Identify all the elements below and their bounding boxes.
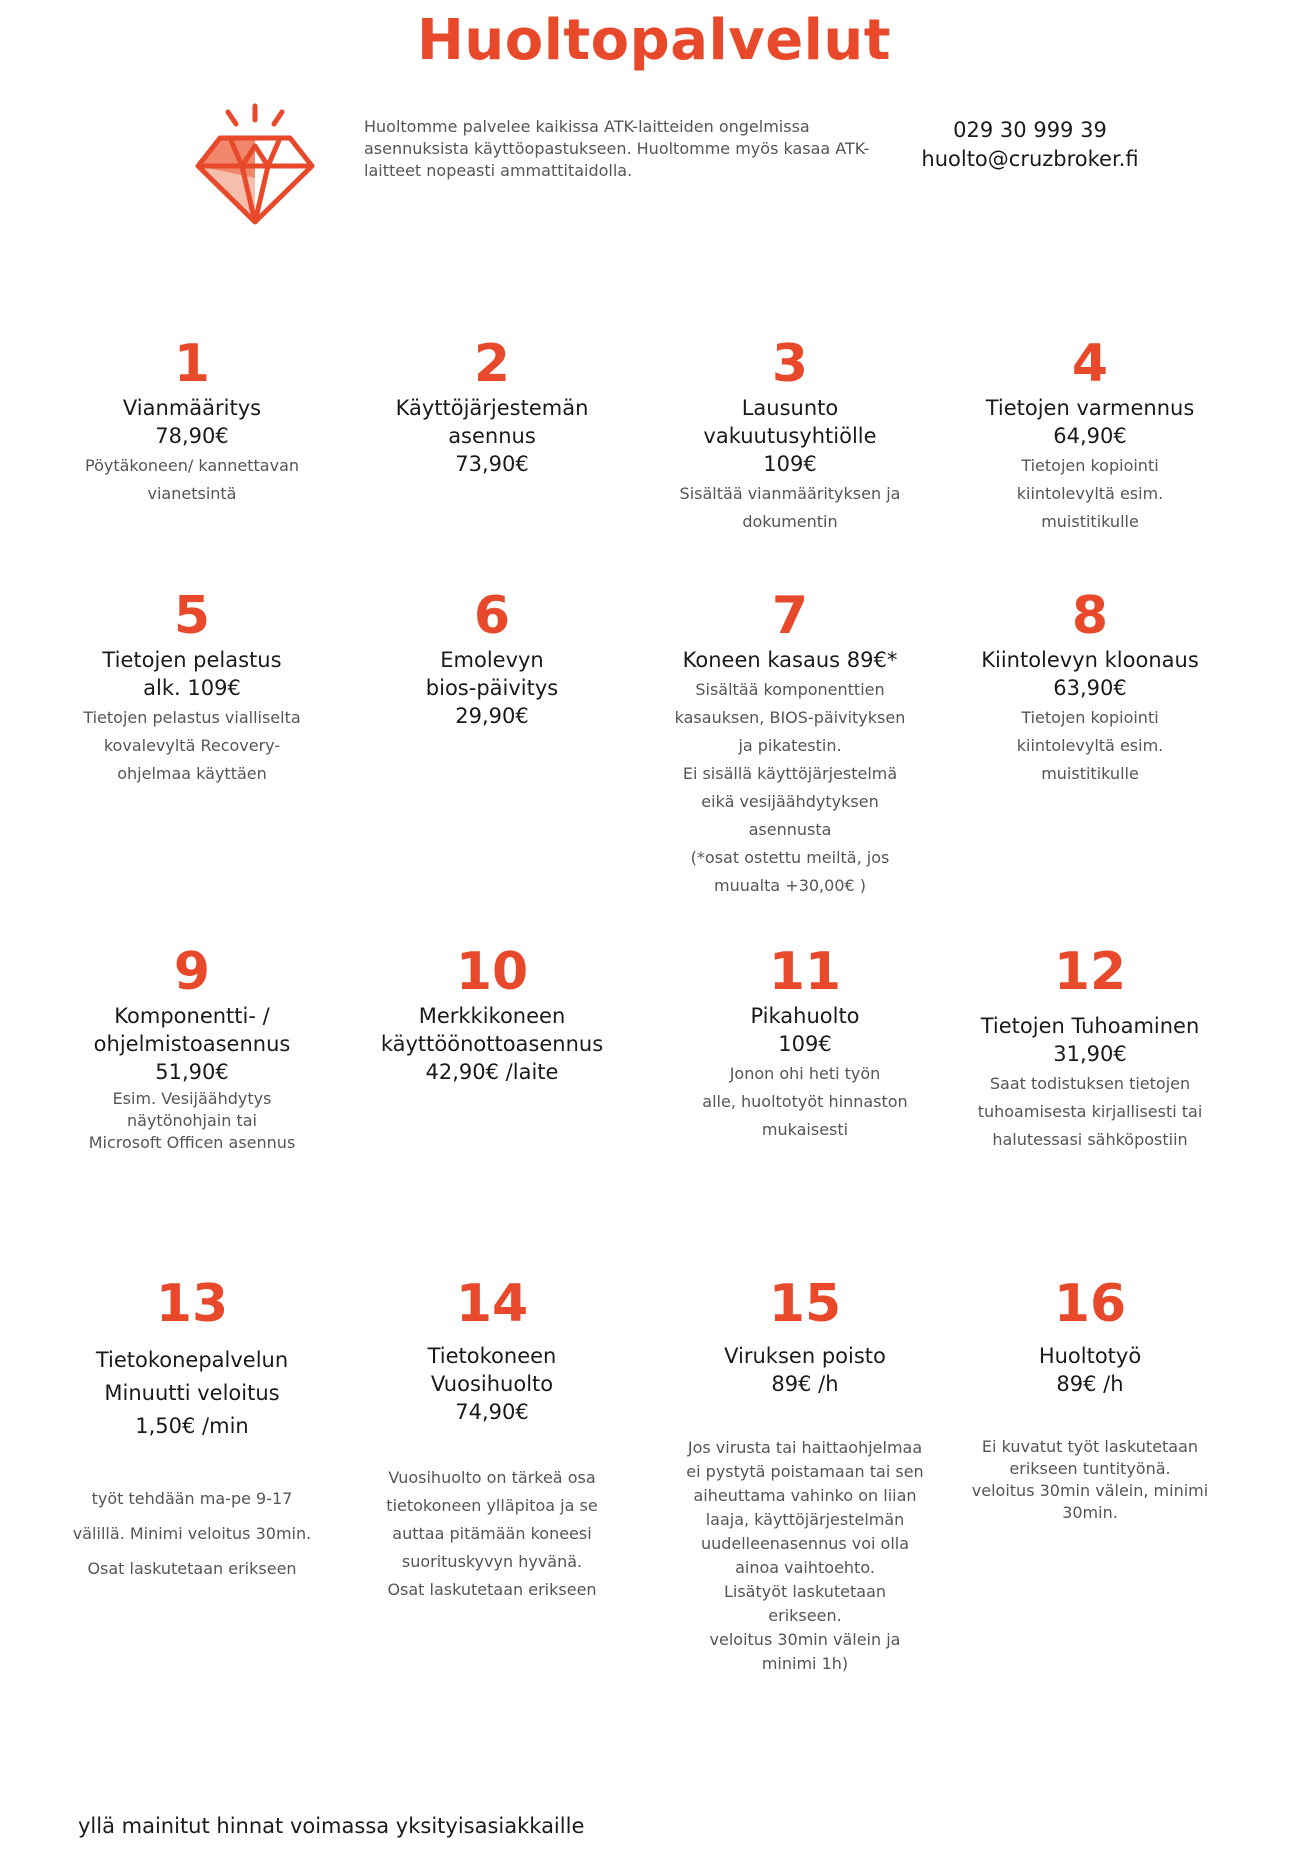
service-price: 78,90€ xyxy=(155,424,229,448)
service-item xyxy=(52,942,332,1154)
service-item xyxy=(660,334,920,536)
service-number: 4 xyxy=(1071,334,1109,394)
phone-number[interactable]: 029 30 999 39 xyxy=(953,118,1107,142)
service-description: Esim. Vesijäähdytys näytönohjain tai Microsoft Officen asennus xyxy=(88,1089,296,1152)
service-price: 1,50€ /min xyxy=(135,1414,249,1438)
service-item xyxy=(362,586,622,732)
service-title: Tietokoneen Vuosihuolto xyxy=(427,1344,557,1396)
service-number: 3 xyxy=(771,334,809,394)
service-description: Tietojen pelastus vialliselta kovalevyltä Recovery- ohjelmaa käyttäen xyxy=(83,708,301,783)
service-item xyxy=(950,942,1230,1154)
service-price: 109€ xyxy=(763,452,817,476)
service-title: Käyttöjärjestemän asennus xyxy=(395,396,589,448)
service-title: Komponentti- / ohjelmistoasennus xyxy=(93,1004,291,1056)
service-title: Tietojen varmennus xyxy=(985,396,1195,420)
service-price: alk. 109€ xyxy=(143,676,241,700)
service-number: 6 xyxy=(473,586,511,646)
service-number: 5 xyxy=(173,586,211,646)
service-price: 42,90€ /laite xyxy=(425,1060,559,1084)
service-number: 9 xyxy=(173,942,211,1002)
service-number: 10 xyxy=(455,942,529,1002)
service-item xyxy=(665,1274,945,1676)
service-title: Lausunto vakuutusyhtiölle xyxy=(703,396,877,448)
service-number: 15 xyxy=(768,1274,842,1334)
service-item xyxy=(665,942,945,1144)
service-number: 14 xyxy=(455,1274,529,1334)
intro-text: Huoltomme palvelee kaikissa ATK-laitteiden ongelmissa asennuksista käyttöopastukseen. Huoltomme myös kasaa ATK-laitteet nopeasti ammattitaidolla. xyxy=(364,117,870,180)
service-title: Tietojen pelastus xyxy=(102,648,282,672)
service-description: Ei kuvatut työt laskutetaan erikseen tuntityönä. veloitus 30min välein, minimi 30min. xyxy=(971,1437,1209,1522)
service-description: Sisältää komponenttien kasauksen, BIOS-päivityksen ja pikatestin. Ei sisällä käyttöjärjestelmä eikä vesijäähdytyksen asennusta (*osat ostettu meiltä, jos muualta +30,00€ ) xyxy=(674,680,906,895)
service-description: Jos virusta tai haittaohjelmaa ei pystytä poistamaan tai sen aiheuttama vahinko on liian laaja, käyttöjärjestelmän uudelleenasennus voi olla ainoa vaihtoehto. Lisätyöt laskutetaan erikseen. veloitus 30min välein ja minimi 1h) xyxy=(686,1438,924,1673)
email-address[interactable]: huolto@cruzbroker.fi xyxy=(921,147,1139,171)
service-title: Tietokonepalvelun Minuutti veloitus xyxy=(95,1348,289,1405)
service-number: 7 xyxy=(771,586,809,646)
service-price: 63,90€ xyxy=(1053,676,1127,700)
footer-note: yllä mainitut hinnat voimassa yksityisasiakkaille xyxy=(78,1814,585,1838)
service-price: 64,90€ xyxy=(1053,424,1127,448)
service-item xyxy=(650,586,930,900)
service-description: Sisältää vianmäärityksen ja dokumentin xyxy=(679,484,901,531)
service-item xyxy=(362,942,622,1088)
service-number: 12 xyxy=(1053,942,1127,1002)
contact-block xyxy=(920,116,1140,174)
service-title: Merkkikoneen käyttöönottoasennus xyxy=(380,1004,604,1056)
service-number: 11 xyxy=(768,942,842,1002)
service-price: 109€ xyxy=(778,1032,832,1056)
service-title: Emolevyn bios-päivitys xyxy=(425,648,559,700)
service-price: 89€ /h xyxy=(771,1372,839,1396)
service-description: Tietojen kopiointi kiintolevyltä esim. muistitikulle xyxy=(1016,456,1164,531)
service-description: Pöytäkoneen/ kannettavan vianetsintä xyxy=(84,456,300,503)
service-title: Tietojen Tuhoaminen xyxy=(980,1014,1200,1038)
page-title: Huoltopalvelut xyxy=(416,8,892,73)
service-title: Pikahuolto xyxy=(750,1004,860,1028)
service-description: Vuosihuolto on tärkeä osa tietokoneen ylläpitoa ja se auttaa pitämään koneesi suorituskyvyn hyvänä. Osat laskutetaan erikseen xyxy=(386,1468,598,1599)
service-price: 29,90€ xyxy=(455,704,529,728)
service-description: Saat todistuksen tietojen tuhoamisesta kirjallisesti tai halutessasi sähköpostiin xyxy=(977,1074,1203,1149)
service-item xyxy=(362,334,622,480)
diamond-icon xyxy=(190,100,320,230)
service-description: Jonon ohi heti työn alle, huoltotyöt hinnaston mukaisesti xyxy=(702,1064,908,1139)
service-item xyxy=(52,1274,332,1586)
service-number: 16 xyxy=(1053,1274,1127,1334)
service-title: Kiintolevyn kloonaus xyxy=(981,648,1199,672)
service-item xyxy=(960,586,1220,788)
service-price: 74,90€ xyxy=(455,1400,529,1424)
service-title: Vianmääritys xyxy=(122,396,262,420)
service-item xyxy=(960,334,1220,536)
service-price: 51,90€ xyxy=(155,1060,229,1084)
service-price: 31,90€ xyxy=(1053,1042,1127,1066)
service-item xyxy=(950,1274,1230,1524)
service-number: 8 xyxy=(1071,586,1109,646)
service-title: Koneen kasaus 89€* xyxy=(682,648,898,672)
service-title: Viruksen poisto xyxy=(724,1344,886,1368)
service-title: Huoltotyö xyxy=(1038,1344,1142,1368)
service-price: 73,90€ xyxy=(455,452,529,476)
service-item xyxy=(62,586,322,788)
service-description: työt tehdään ma-pe 9-17 välillä. Minimi veloitus 30min. Osat laskutetaan erikseen xyxy=(72,1489,312,1578)
service-number: 1 xyxy=(173,334,211,394)
service-item xyxy=(62,334,322,508)
service-number: 2 xyxy=(473,334,511,394)
service-item xyxy=(362,1274,622,1604)
service-number: 13 xyxy=(155,1274,229,1334)
service-description: Tietojen kopiointi kiintolevyltä esim. muistitikulle xyxy=(1016,708,1164,783)
service-price: 89€ /h xyxy=(1056,1372,1124,1396)
